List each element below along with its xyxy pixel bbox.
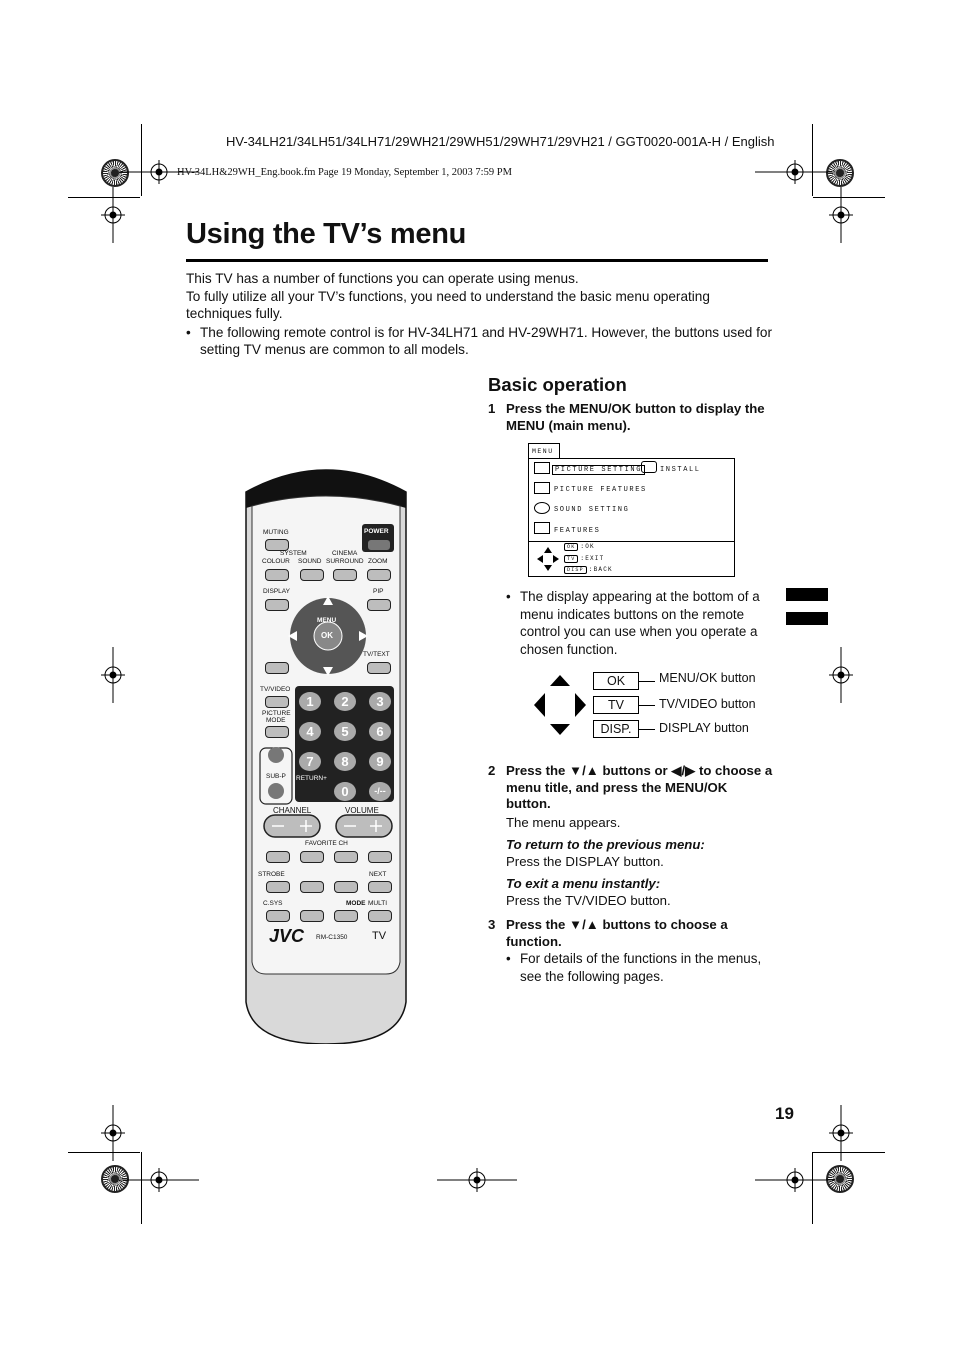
- next-label: NEXT: [369, 871, 387, 878]
- title-rule: [186, 259, 768, 262]
- colour-label: COLOUR: [262, 558, 290, 565]
- legend-arrows-icon: [532, 673, 588, 737]
- legend-leader: [639, 681, 655, 682]
- osd-tab: MENU: [528, 443, 560, 458]
- legend-ok-label: MENU/OK button: [659, 671, 756, 685]
- file-info: HV-34LH&29WH_Eng.book.fm Page 19 Monday, September 1, 2003 7:59 PM: [177, 167, 512, 178]
- exit-subheading: To exit a menu instantly:: [506, 876, 661, 891]
- step-3-text: Press the ▼/▲ buttons to choose a function.: [506, 917, 728, 949]
- favorite-button-4: [368, 851, 392, 863]
- osd-key-tv-name: TV: [564, 555, 578, 563]
- osd-item-sound-setting: SOUND SETTING: [554, 506, 630, 514]
- osd-arrows-icon: [535, 545, 561, 573]
- legend-leader: [639, 705, 655, 706]
- digit-1-button: 1: [299, 692, 321, 711]
- step-number: 3: [488, 917, 496, 932]
- multi-button: [368, 910, 392, 922]
- surround-label: SURROUND: [326, 558, 364, 565]
- digit-9-button: 9: [369, 752, 391, 771]
- osd-separator: [529, 541, 734, 542]
- jvc-logo: JVC: [269, 926, 305, 946]
- step-3: [488, 917, 773, 985]
- legend-disp-label: DISPLAY button: [659, 721, 749, 735]
- exit-text: Press the TV/VIDEO button.: [506, 892, 671, 908]
- section-tab: [786, 612, 828, 625]
- freeze-button: [300, 881, 324, 893]
- csys-button: [266, 910, 290, 922]
- legend-tv-label: TV/VIDEO button: [659, 697, 756, 711]
- picture-setting-icon: [534, 462, 550, 474]
- cinema-label: CINEMA: [332, 550, 358, 557]
- strobe-button: [266, 881, 290, 893]
- digit-0-button: 0: [334, 782, 356, 801]
- return-text: Press the DISPLAY button.: [506, 853, 664, 869]
- step-number: 2: [488, 763, 496, 778]
- intro-bullet: • The following remote control is for HV-34LH71 and HV-29WH71. However, the buttons used for setting TV menus are common to all models.: [186, 324, 776, 359]
- digit-5-button: 5: [334, 722, 356, 741]
- osd-item-picture-features: PICTURE FEATURES: [554, 486, 647, 494]
- volume-label: VOLUME: [345, 806, 379, 815]
- step-1-bullet-text: The display appearing at the bottom of a menu indicates buttons on the remote control you can use when you operate a chosen function.: [520, 589, 760, 657]
- osd-item-install: INSTALL: [660, 466, 701, 474]
- dash-button: -/--: [369, 782, 391, 801]
- features-icon: [534, 522, 550, 534]
- digit-4-button: 4: [299, 722, 321, 741]
- csys-label: C.SYS: [263, 900, 283, 907]
- return-subheading: To return to the previous menu:: [506, 837, 705, 852]
- intro-line-2: To fully utilize all your TV’s functions, you need to understand the basic menu operating techniques fully.: [186, 288, 710, 321]
- page-title: Using the TV’s menu: [186, 218, 467, 250]
- step-2-result: The menu appears.: [506, 814, 621, 830]
- display-button: [265, 599, 289, 611]
- pip-button: [367, 599, 391, 611]
- picture-features-icon: [534, 482, 550, 494]
- favorite-button-2: [300, 851, 324, 863]
- legend-ok-key: OK: [593, 672, 639, 690]
- section-tab: [786, 588, 828, 601]
- digit-7-button: 7: [299, 752, 321, 771]
- favorite-button-1: [266, 851, 290, 863]
- page-number: 19: [775, 1104, 794, 1123]
- menu-label: MENU: [317, 617, 337, 624]
- next-button: [368, 881, 392, 893]
- system-label: SYSTEM: [280, 550, 307, 557]
- osd-key-ok-name: OK: [564, 543, 578, 551]
- size-button: [300, 910, 324, 922]
- picture-mode-label-1: PICTURE: [262, 710, 291, 717]
- osd-item-features: FEATURES: [554, 527, 601, 535]
- picture-mode-label-2: MODE: [266, 717, 286, 724]
- power-button: [367, 539, 391, 551]
- favorite-button-3: [334, 851, 358, 863]
- channel-label: CHANNEL: [273, 806, 312, 815]
- osd-key-disp: [564, 566, 613, 574]
- digit-3-button: 3: [369, 692, 391, 711]
- step-3-bullet: • For details of the functions in the menus, see the following pages.: [506, 950, 773, 985]
- model-label: RM-C1350: [316, 934, 348, 941]
- tv-video-button: [265, 696, 289, 708]
- favorite-label: FAVORITE CH: [305, 840, 348, 847]
- muting-label: MUTING: [263, 529, 289, 536]
- tv-text-button: [367, 662, 391, 674]
- step-1: [488, 401, 773, 434]
- osd-box: [528, 458, 735, 577]
- digit-6-button: 6: [369, 722, 391, 741]
- legend-leader: [639, 729, 655, 730]
- section-heading: Basic operation: [488, 374, 627, 395]
- tv-text-label: TV/TEXT: [363, 651, 390, 658]
- pip-label: PIP: [373, 588, 384, 595]
- intro-text: [186, 270, 776, 359]
- legend-disp-key: DISP.: [593, 720, 639, 738]
- picture-mode-button: [265, 726, 289, 738]
- sound-setting-icon: [534, 502, 550, 514]
- swap-button: [334, 881, 358, 893]
- step-1-bullet: • The display appearing at the bottom of a menu indicates buttons on the remote control you can use when you operate a chosen function.: [488, 588, 770, 658]
- sound-button: [300, 569, 324, 581]
- sound-label: SOUND: [298, 558, 322, 565]
- osd-key-tv-action: :EXIT: [580, 555, 605, 562]
- digit-8-button: 8: [334, 752, 356, 771]
- osd-key-ok: [564, 543, 595, 551]
- osd-key-tv: [564, 555, 604, 563]
- colour-button: [265, 569, 289, 581]
- tv-label: TV: [372, 930, 387, 942]
- sub-p-label: SUB-P: [266, 773, 286, 780]
- model-code: HV-34LH21/34LH51/34LH71/29WH21/29WH51/29WH71/29VH21 / GGT0020-001A-H / English: [226, 134, 775, 149]
- power-label: POWER: [364, 528, 389, 535]
- osd-menu-diagram: [528, 440, 736, 578]
- return-label: RETURN+: [296, 775, 327, 782]
- strobe-label: STROBE: [258, 871, 285, 878]
- osd-key-disp-action: :BACK: [588, 566, 613, 573]
- mode-button: [334, 910, 358, 922]
- display-label: DISPLAY: [263, 588, 290, 595]
- osd-key-disp-name: DISP: [564, 566, 587, 574]
- osd-key-ok-action: :OK: [580, 543, 595, 550]
- intro-bullet-text: The following remote control is for HV-34LH71 and HV-29WH71. However, the buttons used for setting TV menus are common to all models.: [200, 324, 772, 357]
- intro-line-1: This TV has a number of functions you can operate using menus.: [186, 271, 579, 286]
- multi-label: MULTI: [368, 900, 388, 907]
- step-1-text: Press the MENU/OK button to display the MENU (main menu).: [506, 401, 765, 433]
- surround-button: [333, 569, 357, 581]
- audio-button: [265, 662, 289, 674]
- step-3-bullet-text: For details of the functions in the menus, see the following pages.: [520, 951, 762, 984]
- legend-tv-key: TV: [593, 696, 639, 714]
- step-2: [488, 763, 773, 909]
- mode-label: MODE: [346, 900, 366, 907]
- ok-label: OK: [321, 631, 333, 640]
- step-number: 1: [488, 401, 496, 416]
- tv-video-label: TV/VIDEO: [260, 686, 291, 693]
- digit-2-button: 2: [334, 692, 356, 711]
- step-2-text: Press the ▼/▲ buttons or ◀/▶ to choose a menu title, and press the MENU/OK button.: [506, 763, 773, 811]
- osd-item-picture-setting: PICTURE SETTING: [552, 465, 645, 475]
- zoom-label: ZOOM: [368, 558, 388, 565]
- zoom-button: [367, 569, 391, 581]
- install-icon: [641, 461, 657, 473]
